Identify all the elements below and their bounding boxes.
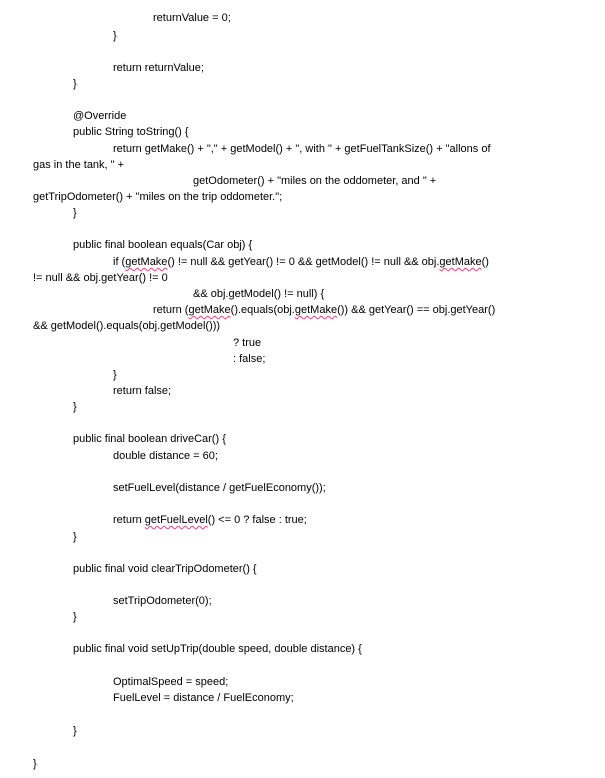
code-line bbox=[153, 12, 231, 25]
code-line bbox=[33, 320, 220, 333]
code-line bbox=[113, 30, 117, 43]
code-line bbox=[33, 191, 282, 204]
code-line bbox=[193, 288, 324, 301]
code-line bbox=[153, 304, 495, 317]
code-line bbox=[73, 126, 189, 139]
code-text: public String toString() { bbox=[73, 126, 189, 138]
code-text: } bbox=[73, 78, 77, 90]
code-text: () != null && getYear() != 0 && getModel() != null && obj. bbox=[167, 256, 440, 268]
code-text: public final boolean driveCar() { bbox=[73, 433, 226, 445]
code-text: double distance = 60; bbox=[113, 450, 218, 462]
code-text: } bbox=[73, 531, 77, 543]
code-line bbox=[113, 482, 326, 495]
code-line bbox=[113, 692, 294, 705]
code-text: FuelLevel = distance / FuelEconomy; bbox=[113, 692, 294, 704]
code-line bbox=[113, 369, 117, 382]
code-text: if ( bbox=[113, 256, 126, 268]
code-text: } bbox=[73, 207, 77, 219]
code-line bbox=[73, 239, 252, 252]
code-line bbox=[113, 143, 491, 156]
code-text: setFuelLevel(distance / getFuelEconomy()); bbox=[113, 482, 326, 494]
code-text: } bbox=[73, 611, 77, 623]
spellcheck-flagged-word: getMake bbox=[294, 304, 338, 316]
code-text: } bbox=[73, 401, 77, 413]
code-line bbox=[233, 353, 265, 366]
code-line bbox=[73, 110, 126, 123]
code-line bbox=[73, 78, 77, 91]
code-text: } bbox=[33, 758, 37, 770]
code-line bbox=[233, 337, 261, 350]
code-text: && obj.getModel() != null) { bbox=[193, 288, 325, 300]
code-text: () <= 0 ? false : true; bbox=[207, 514, 307, 526]
spellcheck-flagged-word: getMake bbox=[188, 304, 231, 316]
code-line bbox=[113, 595, 212, 608]
code-text: return ( bbox=[153, 304, 189, 316]
code-line bbox=[73, 563, 257, 576]
code-text: @Override bbox=[73, 110, 127, 122]
code-line bbox=[113, 62, 204, 75]
code-line bbox=[33, 272, 168, 285]
code-text: return false; bbox=[113, 385, 172, 397]
code-line bbox=[33, 159, 124, 172]
code-text: setTripOdometer(0); bbox=[113, 595, 212, 607]
code-text: != null && obj.getYear() != 0 bbox=[33, 272, 168, 284]
code-line bbox=[113, 514, 307, 527]
code-line bbox=[113, 256, 489, 269]
code-line bbox=[73, 401, 77, 414]
code-text: ()) && getYear() == obj.getYear() bbox=[337, 304, 496, 316]
code-text: public final void clearTripOdometer() { bbox=[73, 563, 257, 575]
code-line bbox=[193, 175, 436, 188]
code-text: getTripOdometer() + "miles on the trip oddometer."; bbox=[33, 191, 283, 203]
code-text: OptimalSpeed = speed; bbox=[113, 676, 229, 688]
spellcheck-flagged-word: getMake bbox=[439, 256, 482, 268]
code-text: return getMake() + "," + getModel() + ", with " + getFuelTankSize() + "allons of bbox=[113, 143, 491, 155]
code-text: ().equals(obj. bbox=[230, 304, 295, 316]
code-line bbox=[73, 531, 77, 544]
code-line bbox=[73, 725, 77, 738]
code-text: getOdometer() + "miles on the oddometer, and " + bbox=[193, 175, 437, 187]
code-text: && getModel().equals(obj.getModel())) bbox=[33, 320, 221, 332]
code-line bbox=[73, 611, 77, 624]
code-text: public final void setUpTrip(double speed, double distance) { bbox=[73, 643, 362, 655]
code-line bbox=[113, 676, 228, 689]
code-text: } bbox=[73, 725, 77, 737]
code-line bbox=[73, 207, 77, 220]
code-text: return returnValue; bbox=[113, 62, 204, 74]
code-line bbox=[33, 758, 37, 771]
code-text: public final boolean equals(Car obj) { bbox=[73, 239, 253, 251]
code-line bbox=[73, 643, 362, 656]
code-text: returnValue = 0; bbox=[153, 12, 231, 24]
code-line bbox=[113, 450, 218, 463]
code-line bbox=[113, 385, 171, 398]
code-line bbox=[73, 433, 226, 446]
code-text: return bbox=[113, 514, 145, 526]
spellcheck-flagged-word: getMake bbox=[125, 256, 168, 268]
code-text: gas in the tank, " + bbox=[33, 159, 125, 171]
code-text: } bbox=[113, 30, 117, 42]
code-text: : false; bbox=[233, 353, 266, 365]
spellcheck-flagged-word: getFuelLevel bbox=[144, 514, 208, 526]
code-text: ? true bbox=[233, 337, 262, 349]
code-text: } bbox=[113, 369, 117, 381]
code-text: () bbox=[481, 256, 489, 268]
